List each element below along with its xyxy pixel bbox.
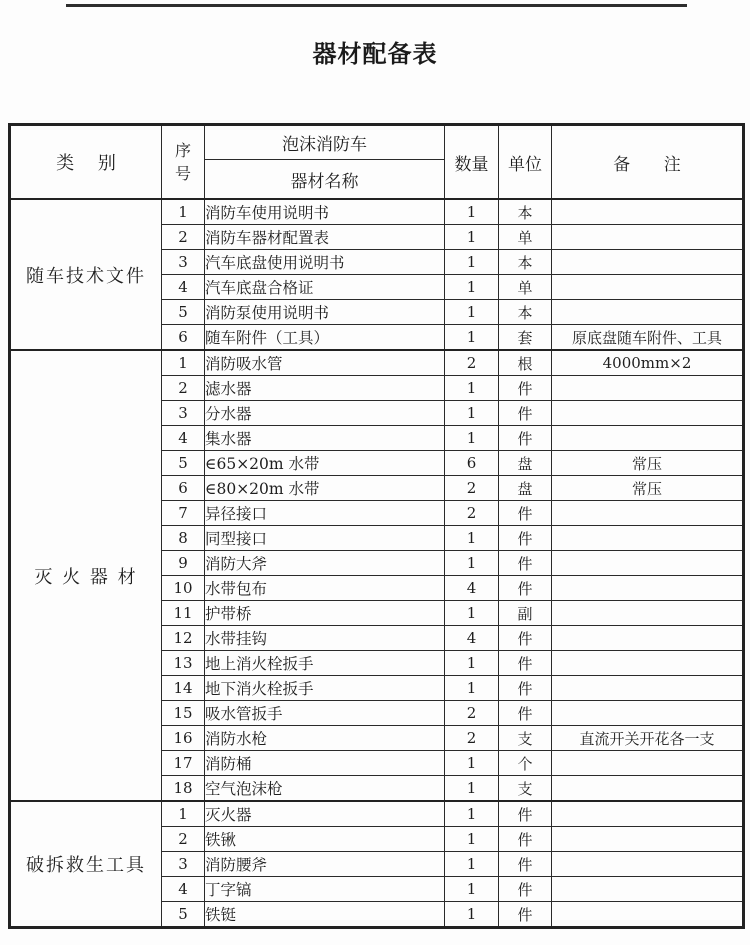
remark-cell	[552, 877, 744, 902]
unit-cell: 副	[499, 601, 552, 626]
no-cell: 12	[162, 626, 205, 651]
no-cell: 8	[162, 526, 205, 551]
name-cell: 吸水管扳手	[205, 701, 445, 726]
no-cell: 18	[162, 776, 205, 802]
unit-cell: 个	[499, 751, 552, 776]
remark-cell	[552, 751, 744, 776]
no-cell: 11	[162, 601, 205, 626]
name-cell: 水带挂钩	[205, 626, 445, 651]
unit-cell: 件	[499, 827, 552, 852]
name-cell: 消防车使用说明书	[205, 199, 445, 225]
name-cell: 滤水器	[205, 376, 445, 401]
header-unit: 单位	[499, 125, 552, 200]
qty-cell: 1	[445, 250, 499, 275]
name-cell: 水带包布	[205, 576, 445, 601]
name-cell: 消防车器材配置表	[205, 225, 445, 250]
name-cell: 随车附件（工具）	[205, 325, 445, 351]
no-cell: 2	[162, 225, 205, 250]
name-cell: 分水器	[205, 401, 445, 426]
category-cell: 随车技术文件	[10, 199, 162, 350]
category-cell: 灭 火 器 材	[10, 350, 162, 801]
no-cell: 3	[162, 852, 205, 877]
header-category: 类 别	[10, 125, 162, 200]
unit-cell: 件	[499, 501, 552, 526]
header-vehicle-type: 泡沫消防车	[205, 125, 445, 160]
unit-cell: 根	[499, 350, 552, 376]
unit-cell: 件	[499, 526, 552, 551]
qty-cell: 1	[445, 551, 499, 576]
name-cell: 汽车底盘使用说明书	[205, 250, 445, 275]
remark-cell: 原底盘随车附件、工具	[552, 325, 744, 351]
header-remark: 备 注	[552, 125, 744, 200]
qty-cell: 1	[445, 426, 499, 451]
name-cell: 地下消火栓扳手	[205, 676, 445, 701]
unit-cell: 件	[499, 576, 552, 601]
qty-cell: 1	[445, 902, 499, 928]
header-serial-top-char: 序	[174, 140, 191, 160]
remark-cell	[552, 776, 744, 802]
no-cell: 1	[162, 199, 205, 225]
name-cell: 地上消火栓扳手	[205, 651, 445, 676]
unit-cell: 套	[499, 325, 552, 351]
name-cell: 灭火器	[205, 801, 445, 827]
remark-cell	[552, 225, 744, 250]
remark-cell	[552, 275, 744, 300]
table-row	[10, 199, 744, 225]
no-cell: 2	[162, 376, 205, 401]
name-cell: 铁铤	[205, 902, 445, 928]
name-cell: 丁字镐	[205, 877, 445, 902]
no-cell: 4	[162, 877, 205, 902]
no-cell: 3	[162, 401, 205, 426]
qty-cell: 2	[445, 501, 499, 526]
header-serial-number	[162, 125, 205, 200]
remark-cell	[552, 501, 744, 526]
remark-cell	[552, 676, 744, 701]
no-cell: 4	[162, 426, 205, 451]
no-cell: 9	[162, 551, 205, 576]
unit-cell: 件	[499, 801, 552, 827]
table-row	[10, 350, 744, 376]
qty-cell: 1	[445, 275, 499, 300]
qty-cell: 1	[445, 676, 499, 701]
qty-cell: 4	[445, 626, 499, 651]
qty-cell: 1	[445, 199, 499, 225]
unit-cell: 本	[499, 250, 552, 275]
name-cell: 汽车底盘合格证	[205, 275, 445, 300]
name-cell: 消防吸水管	[205, 350, 445, 376]
unit-cell: 盘	[499, 476, 552, 501]
remark-cell	[552, 651, 744, 676]
name-cell: 集水器	[205, 426, 445, 451]
unit-cell: 件	[499, 551, 552, 576]
qty-cell: 1	[445, 225, 499, 250]
category-cell: 破拆救生工具	[10, 801, 162, 928]
unit-cell: 本	[499, 300, 552, 325]
remark-cell	[552, 526, 744, 551]
remark-cell	[552, 902, 744, 928]
header-item-name: 器材名称	[205, 160, 445, 200]
top-rule-divider	[66, 4, 687, 7]
equipment-table	[8, 123, 745, 929]
name-cell: 消防桶	[205, 751, 445, 776]
qty-cell: 6	[445, 451, 499, 476]
qty-cell: 4	[445, 576, 499, 601]
qty-cell: 1	[445, 401, 499, 426]
name-cell: 消防腰斧	[205, 852, 445, 877]
page-title: 器材配备表	[312, 40, 438, 68]
qty-cell: 1	[445, 300, 499, 325]
name-cell: 异径接口	[205, 501, 445, 526]
unit-cell: 件	[499, 676, 552, 701]
unit-cell: 件	[499, 426, 552, 451]
remark-cell	[552, 426, 744, 451]
header-quantity: 数量	[445, 125, 499, 200]
unit-cell: 件	[499, 701, 552, 726]
remark-cell	[552, 576, 744, 601]
no-cell: 6	[162, 325, 205, 351]
unit-cell: 件	[499, 376, 552, 401]
name-cell: ∈65×20m 水带	[205, 451, 445, 476]
remark-cell	[552, 626, 744, 651]
unit-cell: 支	[499, 726, 552, 751]
remark-cell	[552, 801, 744, 827]
no-cell: 1	[162, 801, 205, 827]
table-header	[10, 125, 744, 200]
no-cell: 5	[162, 300, 205, 325]
remark-cell	[552, 701, 744, 726]
no-cell: 15	[162, 701, 205, 726]
unit-cell: 盘	[499, 451, 552, 476]
remark-cell: 4000mm×2	[552, 350, 744, 376]
name-cell: 消防水枪	[205, 726, 445, 751]
qty-cell: 1	[445, 801, 499, 827]
qty-cell: 1	[445, 827, 499, 852]
remark-cell	[552, 199, 744, 225]
qty-cell: 1	[445, 325, 499, 351]
no-cell: 14	[162, 676, 205, 701]
qty-cell: 1	[445, 376, 499, 401]
no-cell: 1	[162, 350, 205, 376]
unit-cell: 件	[499, 902, 552, 928]
remark-cell: 直流开关开花各一支	[552, 726, 744, 751]
table-body	[10, 199, 744, 928]
unit-cell: 件	[499, 651, 552, 676]
remark-cell	[552, 852, 744, 877]
no-cell: 4	[162, 275, 205, 300]
qty-cell: 1	[445, 776, 499, 802]
unit-cell: 本	[499, 199, 552, 225]
remark-cell	[552, 551, 744, 576]
no-cell: 6	[162, 476, 205, 501]
qty-cell: 1	[445, 751, 499, 776]
qty-cell: 1	[445, 651, 499, 676]
qty-cell: 1	[445, 601, 499, 626]
table-row	[10, 801, 744, 827]
qty-cell: 2	[445, 476, 499, 501]
unit-cell: 单	[499, 225, 552, 250]
unit-cell: 支	[499, 776, 552, 802]
remark-cell	[552, 250, 744, 275]
unit-cell: 件	[499, 877, 552, 902]
remark-cell	[552, 376, 744, 401]
unit-cell: 件	[499, 626, 552, 651]
name-cell: 消防泵使用说明书	[205, 300, 445, 325]
remark-cell: 常压	[552, 451, 744, 476]
qty-cell: 1	[445, 852, 499, 877]
no-cell: 16	[162, 726, 205, 751]
name-cell: 铁锹	[205, 827, 445, 852]
remark-cell	[552, 827, 744, 852]
no-cell: 7	[162, 501, 205, 526]
no-cell: 5	[162, 451, 205, 476]
no-cell: 13	[162, 651, 205, 676]
name-cell: 消防大斧	[205, 551, 445, 576]
unit-cell: 件	[499, 852, 552, 877]
remark-cell	[552, 601, 744, 626]
name-cell: 同型接口	[205, 526, 445, 551]
qty-cell: 2	[445, 701, 499, 726]
remark-cell	[552, 401, 744, 426]
qty-cell: 2	[445, 350, 499, 376]
no-cell: 3	[162, 250, 205, 275]
qty-cell: 1	[445, 877, 499, 902]
unit-cell: 单	[499, 275, 552, 300]
remark-cell	[552, 300, 744, 325]
qty-cell: 1	[445, 526, 499, 551]
no-cell: 10	[162, 576, 205, 601]
name-cell: 空气泡沫枪	[205, 776, 445, 802]
no-cell: 5	[162, 902, 205, 928]
no-cell: 2	[162, 827, 205, 852]
name-cell: 护带桥	[205, 601, 445, 626]
name-cell: ∈80×20m 水带	[205, 476, 445, 501]
header-serial-bottom-char: 号	[174, 164, 191, 183]
qty-cell: 2	[445, 726, 499, 751]
remark-cell: 常压	[552, 476, 744, 501]
no-cell: 17	[162, 751, 205, 776]
unit-cell: 件	[499, 401, 552, 426]
